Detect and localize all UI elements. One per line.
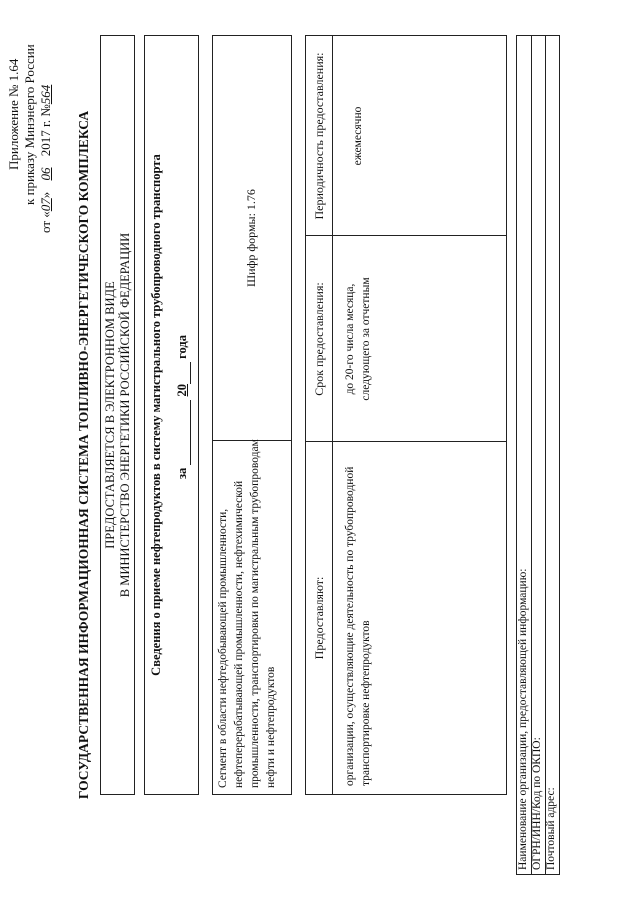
cell-provided-by-2: транспортировке нефтепродуктов — [360, 620, 372, 786]
segment-text-2: нефтеперерабатывающей промышленности, нефтехимической — [233, 480, 245, 788]
form-code: Шифр формы: 1.76 — [244, 189, 258, 287]
org-info-box — [516, 35, 560, 875]
cell-provided-by-1: организации, осуществляющие деятельность по трубопроводной — [344, 466, 356, 786]
report-title-box — [144, 35, 199, 795]
period-suffix: года — [175, 335, 189, 359]
table-col-divider-2 — [306, 235, 506, 236]
cell-deadline-2: следующего за отчетным — [360, 277, 372, 401]
cell-deadline-1: до 20-го числа месяца, — [344, 283, 356, 395]
report-title: Сведения о приеме нефтепродуктов в систему магистрального трубопроводного транспорта — [149, 154, 163, 676]
period-prefix: за — [175, 467, 189, 479]
submit-box — [100, 35, 135, 795]
header-provided-by: Предоставляют: — [312, 576, 326, 660]
date-day: 07 — [38, 198, 53, 212]
org-line-2 — [545, 36, 546, 874]
submit-line2: В МИНИСТЕРСТВО ЭНЕРГЕТИКИ РОССИЙСКОЙ ФЕДЕРАЦИИ — [118, 232, 132, 598]
segment-text-1: Сегмент в области нефтедобывающей промышленности, — [217, 508, 229, 788]
table-col-divider-1 — [306, 441, 506, 442]
period-year-prefix: 20 — [175, 383, 189, 397]
date-mid2: 2017 г. № — [38, 104, 53, 157]
submit-line1: ПРЕДОСТАВЛЯЕТСЯ В ЭЛЕКТРОННОМ ВИДЕ — [103, 281, 117, 549]
schedule-table — [305, 35, 507, 795]
segment-text-4: нефти и нефтепродуктов — [265, 666, 277, 788]
order-number: 564 — [38, 84, 53, 105]
segment-box — [212, 35, 292, 795]
segment-text-3: промышленности, транспортировки по магистральным трубопроводам — [249, 439, 261, 788]
appendix-line1: Приложение № 1.64 — [6, 58, 21, 170]
date-mid1: » — [38, 191, 53, 199]
header-deadline: Срок предоставления: — [312, 282, 326, 396]
period-blank-year — [175, 362, 191, 384]
report-period — [175, 335, 191, 479]
org-address-label: Почтовый адрес: — [545, 787, 557, 870]
org-ogrn-label: ОГРН/ИНН/Код по ОКПО: — [531, 737, 543, 870]
table-header-line — [332, 36, 333, 794]
cell-frequency: ежемесячно — [352, 106, 364, 166]
appendix-line3 — [38, 85, 54, 233]
date-month: 06 — [38, 167, 53, 181]
header-frequency: Периодичность предоставления: — [312, 52, 326, 220]
appendix-line2: к приказу Минэнерго России — [22, 44, 37, 205]
period-blank-month — [175, 400, 191, 465]
page-title: ГОСУДАРСТВЕННАЯ ИНФОРМАЦИОННАЯ СИСТЕМА ТОПЛИВНО-ЭНЕРГЕТИЧЕСКОГО КОМПЛЕКСА — [76, 110, 91, 800]
date-prefix: от « — [38, 211, 53, 233]
org-name-label: Наименование организации, предоставляющей информацию: — [517, 568, 529, 870]
